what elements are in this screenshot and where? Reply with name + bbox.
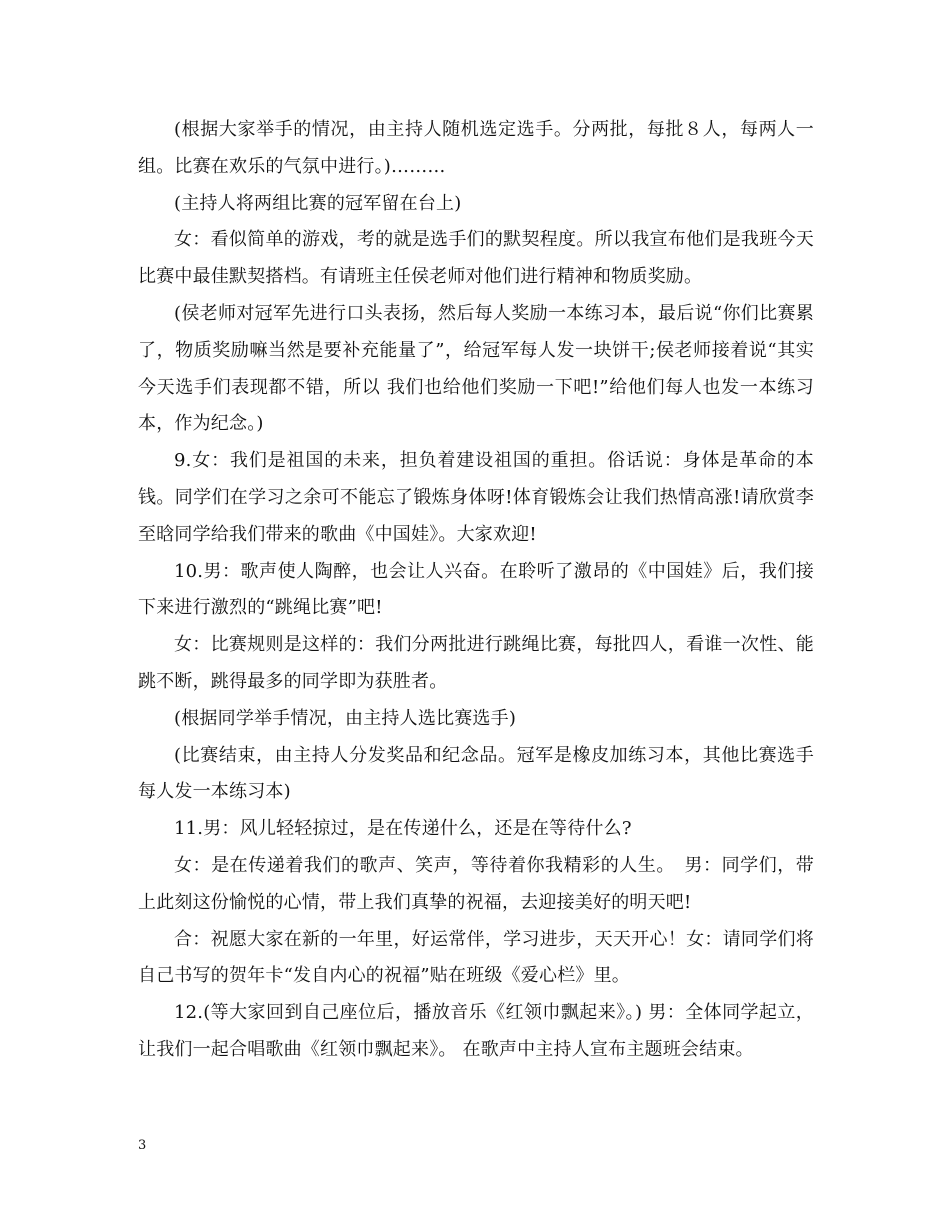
paragraph-2: (主持人将两组比赛的冠军留在台上)	[174, 192, 462, 214]
paragraph-4: (侯老师对冠军先进行口头表扬，然后每人奖励一本练习本，最后说“你们比赛累了，物质奖励嘛当然是要补充能量了”，给冠军每人发一块饼干;侯老师接着说“其实今天选手们表现都不错，所以 我们也给他们奖励一下吧!”给他们每人也发一本练习本，作为纪念。)	[138, 302, 814, 435]
paragraph-6: 10.男：歌声使人陶醉，也会让人兴奋。在聆听了激昂的《中国娃》后，我们接下来进行激烈的“跳绳比赛”吧!	[138, 560, 814, 619]
paragraph-13: 12.(等大家回到自己座位后，播放音乐《红领巾飘起来》。) 男：全体同学起立，让我们一起合唱歌曲《红领巾飘起来》。 在歌声中主持人宣布主题班会结束。	[138, 1002, 814, 1060]
page-number: 3	[138, 1138, 147, 1153]
paragraph-8: (根据同学举手情况，由主持人选比赛选手)	[174, 707, 517, 729]
document-body	[138, 112, 814, 1069]
paragraph-1: (根据大家举手的情况，由主持人随机选定选手。分两批，每批８人，每两人一组。比赛在欢乐的气氛中进行。)………	[138, 119, 814, 177]
paragraph-3: 女：看似简单的游戏，考的就是选手们的默契程度。所以我宣布他们是我班今天比赛中最佳默契搭档。有请班主任侯老师对他们进行精神和物质奖励。	[138, 229, 814, 288]
paragraph-10: 11.男：风儿轻轻掠过，是在传递什么，还是在等待什么?	[174, 818, 632, 840]
paragraph-12: 合：祝愿大家在新的一年里，好运常伴，学习进步，天天开心！女：请同学们将自己书写的贺年卡“发自内心的祝福”贴在班级《爱心栏》里。	[138, 928, 814, 987]
paragraph-7: 女：比赛规则是这样的：我们分两批进行跳绳比赛，每批四人，看谁一次性、能跳不断，跳得最多的同学即为获胜者。	[138, 634, 814, 692]
paragraph-5: 9.女：我们是祖国的未来，担负着建设祖国的重担。俗话说：身体是革命的本钱。同学们在学习之余可不能忘了锻炼身体呀!体育锻炼会让我们热情高涨!请欣赏李至晗同学给我们带来的歌曲《中国娃》。大家欢迎!	[138, 450, 814, 545]
paragraph-9: (比赛结束，由主持人分发奖品和纪念品。冠军是橡皮加练习本，其他比赛选手每人发一本练习本)	[138, 744, 814, 803]
paragraph-11: 女：是在传递着我们的歌声、笑声，等待着你我精彩的人生。 男：同学们，带上此刻这份愉悦的心情，带上我们真挚的祝福，去迎接美好的明天吧!	[138, 854, 814, 913]
